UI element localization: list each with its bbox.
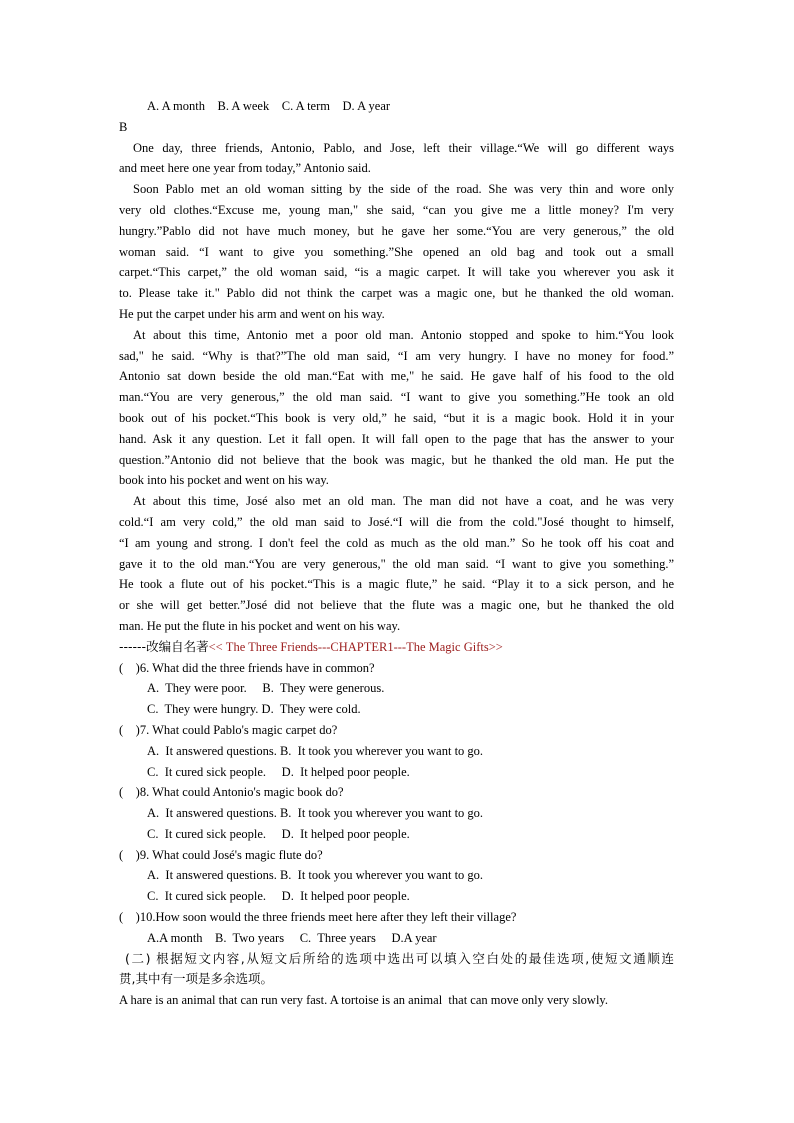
question-options: C. It cured sick people. D. It helped poor people. [147, 764, 410, 779]
passage-line: gave it to the old man.“You are very generous," the old man said. “I want to give you something.” [119, 556, 674, 571]
answer-blank[interactable]: ( ) [119, 910, 140, 925]
passage-line: man. He put the flute in his pocket and went on his way. [119, 618, 401, 633]
answer-blank[interactable]: ( ) [119, 785, 140, 800]
question-options: C. They were hungry. D. They were cold. [147, 702, 361, 717]
passage-line: man.“You are very generous,” the old man said. “I want to give you something.”He took an old [119, 390, 674, 405]
passage-line: to. Please take it." Pablo did not think the carpet was a magic one, but he thanked the old woman. [119, 286, 674, 301]
document-page [119, 96, 674, 1011]
passage-line: question.”Antonio did not believe that the book was magic, but he thanked the old man. He put the [119, 452, 674, 467]
question-list [119, 658, 674, 949]
question-text: 7. What could Pablo's magic carpet do? [139, 722, 338, 737]
question-options: C. It cured sick people. D. It helped poor people. [147, 826, 410, 841]
question-text: 8. What could Antonio's magic book do? [139, 785, 344, 800]
question-text: 6. What did the three friends have in common? [139, 660, 375, 675]
answer-blank[interactable]: ( ) [119, 847, 140, 862]
passage-line: carpet.“This carpet,” the old woman said, “is a magic carpet. It will take you wherever you ask it [119, 265, 674, 280]
q5-options: A. A month B. A week C. A term D. A year [147, 99, 391, 113]
passage-line: book into his pocket and went on his way. [119, 473, 329, 488]
question-options: A. They were poor. B. They were generous. [147, 681, 385, 696]
reading-passage [119, 138, 674, 637]
passage2-first-line: A hare is an animal that can run very fast. A tortoise is an animal that can move only very slowly. [119, 993, 608, 1008]
passage-line: cold.“I am very cold,” the old man said to José.“I will die from the cold."José thought to himself, [119, 514, 674, 529]
section2-instruction-line1: (二) 根据短文内容,从短文后所给的选项中选出可以填入空白处的最佳选项,使短文通顺连 [125, 950, 674, 966]
passage-line: hungry.”Pablo did not have much money, but he gave her some.“You are very generous,” the old [119, 223, 674, 238]
passage-line: and meet here one year from today,” Antonio said. [119, 161, 371, 176]
passage-line: sad," he said. “Why is that?”The old man said, “I am very hungry. I have no money for food.” [119, 348, 674, 363]
answer-blank[interactable]: ( ) [119, 722, 140, 737]
source-title: << The Three Friends---CHAPTER1---The Magic Gifts>> [208, 639, 503, 654]
question-stem [119, 782, 674, 803]
passage-line: He put the carpet under his arm and went on his way. [119, 306, 385, 321]
question-stem [119, 907, 674, 928]
passage-line: book out of his pocket.“This book is very old,” he said, “but it is a magic book. Hold it in your [119, 410, 674, 425]
passage-line: hand. Ask it any question. Let it fall open. It will fall open to the page that has the answer to your [119, 431, 674, 446]
question-stem [119, 720, 674, 741]
question-options: A. It answered questions. B. It took you wherever you want to go. [147, 743, 484, 758]
passage-line: One day, three friends, Antonio, Pablo, and Jose, left their village.“We will go different ways [133, 140, 674, 155]
question-options: C. It cured sick people. D. It helped poor people. [147, 889, 410, 904]
passage-line: or she will get better.”José did not believe that the flute was a magic one, but he thanked the old [119, 598, 674, 613]
passage-line: “I am young and strong. I don't feel the cold as much as the old man.” So he took off his coat and [119, 535, 674, 550]
question-text: 10.How soon would the three friends meet here after they left their village? [139, 910, 517, 925]
passage-line: Antonio sat down beside the old man.“Eat with me," he said. He gave half of his food to the old [119, 369, 674, 384]
question-stem [119, 658, 674, 679]
source-prefix: ------改编自名著 [119, 638, 209, 654]
passage-line: At about this time, José also met an old man. The man did not have a coat, and he was very [133, 494, 674, 509]
question-options: A. It answered questions. B. It took you wherever you want to go. [147, 806, 484, 821]
answer-blank[interactable]: ( ) [119, 660, 140, 675]
section2-instruction-line2: 贯,其中有一项是多余选项。 [119, 971, 273, 987]
passage-line: Soon Pablo met an old woman sitting by the side of the road. She was very thin and wore only [133, 182, 674, 197]
question-options: A.A month B. Two years C. Three years D.A year [147, 930, 437, 945]
passage-line: He took a flute out of his pocket.“This is a magic flute,” he said. “Play it to a sick person, and he [119, 577, 674, 592]
passage-line: At about this time, Antonio met a poor old man. Antonio stopped and spoke to him.“You look [133, 327, 674, 342]
question-text: 9. What could José's magic flute do? [139, 847, 323, 862]
question-options: A. It answered questions. B. It took you wherever you want to go. [147, 868, 484, 883]
source-line [119, 637, 674, 658]
passage-line: woman said. “I want to give you something.”She opened an old bag and took out a small [119, 244, 674, 259]
passage-line: very old clothes.“Excuse me, young man," she said, “can you give me a little money? I'm very [119, 202, 674, 217]
section-letter: B [119, 119, 128, 134]
question-stem [119, 845, 674, 866]
